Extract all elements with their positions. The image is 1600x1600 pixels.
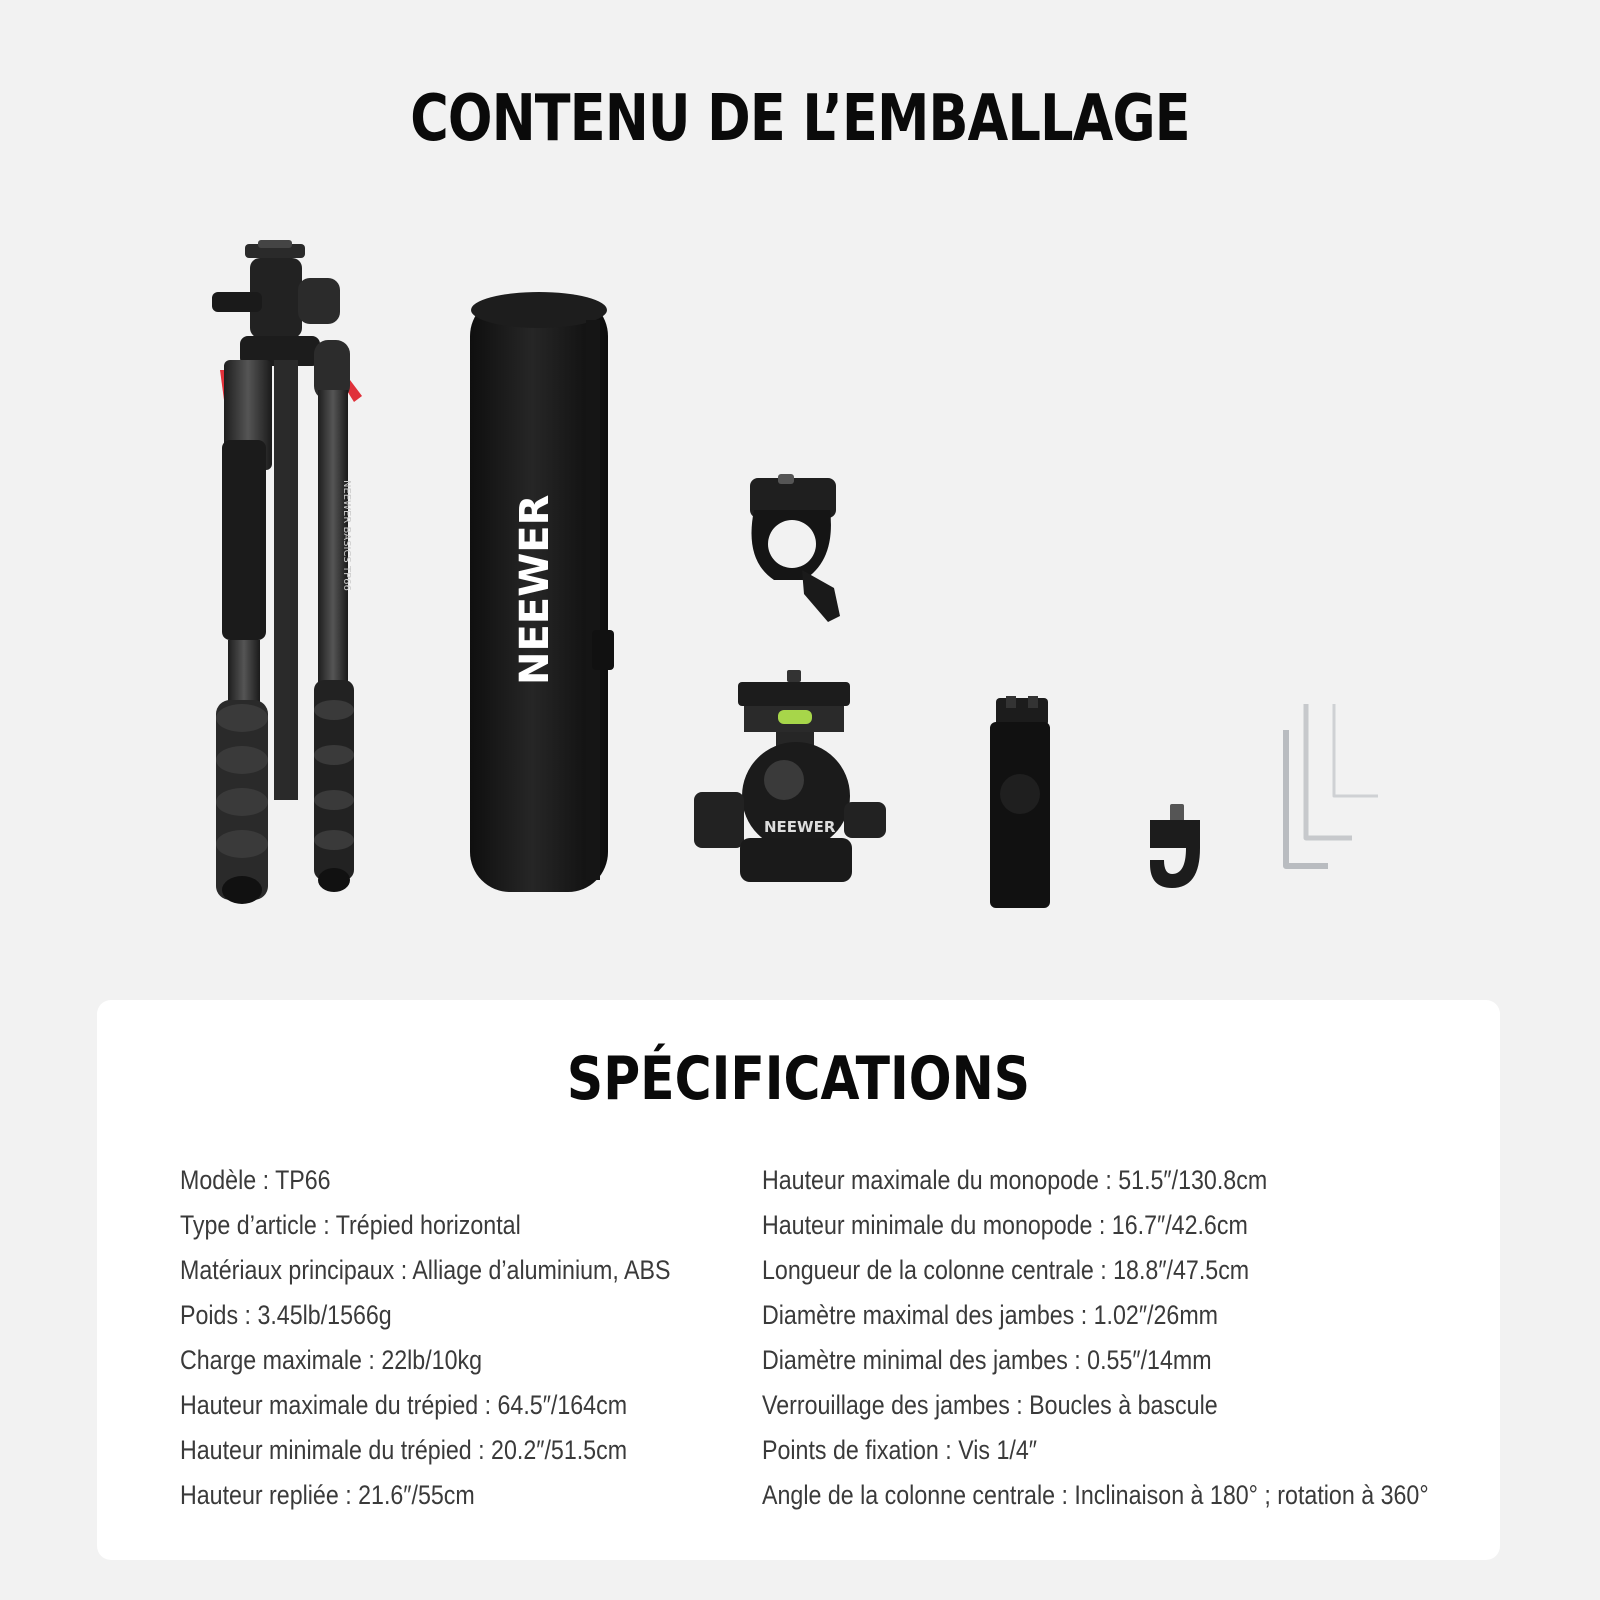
clamp-icon	[744, 470, 854, 630]
package-contents	[0, 200, 1600, 960]
spec-tripod-max-height: Hauteur maximale du trépied : 64.5″/164cm	[180, 1390, 628, 1420]
spec-leg-lock: Verrouillage des jambes : Boucles à bascule	[762, 1390, 1218, 1420]
spec-folded-height: Hauteur repliée : 21.6″/55cm	[180, 1480, 475, 1510]
spec-materials: Matériaux principaux : Alliage d’aluminium, ABS	[180, 1255, 671, 1285]
ballhead-brand-logo: NEEWER	[764, 818, 836, 836]
spec-center-column-length: Longueur de la colonne centrale : 18.8″/47.5cm	[762, 1255, 1250, 1285]
ballhead-icon	[692, 670, 892, 890]
spec-tripod-min-height: Hauteur minimale du trépied : 20.2″/51.5cm	[180, 1435, 628, 1465]
spec-mounting-points: Points de fixation : Vis 1/4″	[762, 1435, 1037, 1465]
page-title: CONTENU DE L’EMBALLAGE	[410, 82, 1190, 156]
spec-center-column-angle: Angle de la colonne centrale : Inclinaison à 180° ; rotation à 360°	[762, 1480, 1429, 1510]
tripod-leg-text: NEEWER BASICS TP66	[341, 480, 352, 591]
spec-type: Type d’article : Trépied horizontal	[180, 1210, 521, 1240]
spec-leg-min-diameter: Diamètre minimal des jambes : 0.55″/14mm	[762, 1345, 1212, 1375]
bag-icon	[468, 290, 628, 900]
spec-weight: Poids : 3.45lb/1566g	[180, 1300, 392, 1330]
hex-key-icon	[1280, 700, 1390, 880]
hook-icon	[1142, 804, 1212, 894]
spec-max-load: Charge maximale : 22lb/10kg	[180, 1345, 483, 1375]
spec-leg-max-diameter: Diamètre maximal des jambes : 1.02″/26mm	[762, 1300, 1219, 1330]
specs-right-column	[762, 1158, 1537, 1518]
specs-left-column	[180, 1158, 750, 1518]
bag-brand-logo: NEEWER	[512, 494, 558, 685]
spec-model: Modèle : TP66	[180, 1165, 331, 1195]
spec-monopod-max-height: Hauteur maximale du monopode : 51.5″/130.8cm	[762, 1165, 1268, 1195]
tripod-icon	[210, 240, 380, 910]
specifications-card	[97, 1000, 1500, 1560]
phone-holder-icon	[986, 694, 1056, 914]
spec-monopod-min-height: Hauteur minimale du monopode : 16.7″/42.6cm	[762, 1210, 1248, 1240]
specifications-title: SPÉCIFICATIONS	[566, 1044, 1031, 1114]
